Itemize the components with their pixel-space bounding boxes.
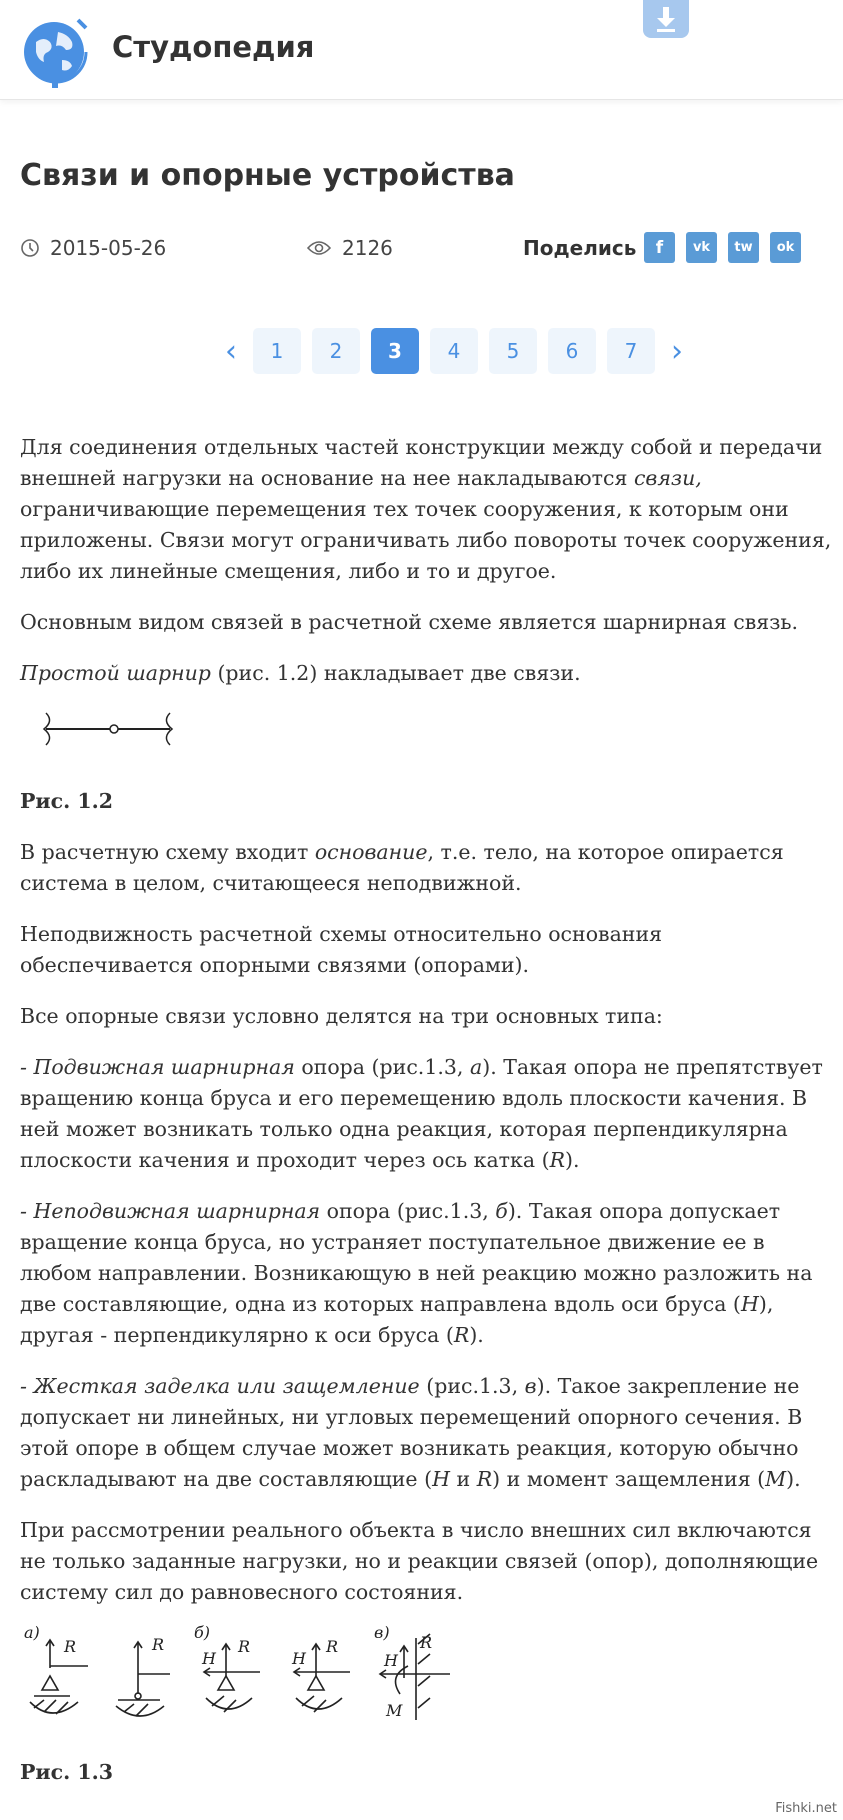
page-7[interactable]: 7 [607, 328, 655, 374]
share-icons [644, 232, 801, 263]
odnoklassniki-icon[interactable]: ok [770, 232, 801, 263]
clock-icon [20, 238, 40, 258]
page-2[interactable]: 2 [312, 328, 360, 374]
svg-text:R: R [152, 1635, 165, 1654]
page-5[interactable]: 5 [489, 328, 537, 374]
paragraph: - Подвижная шарнирная опора (рис.1.3, а). Такая опора не препятствует вращению конца бруса и его перемещению вдоль плоскости качения. В ней может возникать только одна реакция, которая перпендикулярна плоскости качения и проходит через ось катка (R). [20, 1055, 823, 1172]
date-text: 2015-05-26 [50, 236, 167, 260]
facebook-icon[interactable]: f [644, 232, 675, 263]
chevron-right-icon[interactable]: › [671, 333, 683, 369]
page-4[interactable]: 4 [430, 328, 478, 374]
eye-icon [306, 239, 332, 257]
svg-text:R: R [238, 1637, 251, 1656]
pagination [220, 328, 688, 374]
svg-text:H: H [384, 1651, 398, 1670]
vk-icon[interactable]: vk [686, 232, 717, 263]
globe-icon[interactable] [18, 12, 94, 88]
fig-label-v: в) [374, 1624, 390, 1642]
meta-date [20, 236, 166, 260]
fig-label-a: а) [24, 1624, 40, 1642]
chevron-left-icon[interactable]: ‹ [225, 333, 237, 369]
paragraph: При рассмотрении реального объекта в число внешних сил включаются не только заданные нагрузки, но и реакции связей (опор), дополняющие систему сил до равновесного состояния. [20, 1518, 819, 1604]
views-count: 2126 [342, 236, 393, 260]
svg-text:R: R [64, 1637, 77, 1656]
page-1[interactable]: 1 [253, 328, 301, 374]
paragraph: - Неподвижная шарнирная опора (рис.1.3, б). Такая опора допускает вращение конца бруса, но устраняет поступательное движение ее в любом направлении. Возникающую в ней реакцию можно разложить на две составляющие, одна из которых направлена вдоль оси бруса (H), другая - перпендикулярно к оси бруса (R). [20, 1199, 813, 1347]
fig-label-b: б) [194, 1624, 211, 1642]
site-header [0, 0, 843, 100]
paragraph: Все опорные связи условно делятся на три основных типа: [20, 1004, 663, 1028]
svg-text:M: M [386, 1701, 403, 1720]
page-6[interactable]: 6 [548, 328, 596, 374]
article-body [20, 432, 832, 1808]
paragraph: Простой шарнир (рис. 1.2) накладывает две связи. [20, 661, 581, 685]
svg-text:H: H [202, 1649, 216, 1668]
figure-caption: Рис. 1.2 [20, 789, 114, 813]
share-label: Поделись [523, 236, 637, 260]
hinge-figure [20, 703, 180, 759]
watermark: Fishki.net [775, 1801, 837, 1816]
paragraph: Основным видом связей в расчетной схеме является шарнирная связь. [20, 610, 799, 634]
meta-row [20, 232, 825, 268]
svg-text:H: H [292, 1649, 306, 1668]
supports-figure [20, 1624, 480, 1734]
svg-text:R: R [326, 1637, 339, 1656]
paragraph: - Жесткая заделка или защемление (рис.1.3, в). Такое закрепление не допускает ни линейных, ни угловых перемещений опорного сечения. В этой опоре в общем случае может возникать реакция, которую обычно раскладывают на две составляющие (H и R) и момент защемления (M). [20, 1374, 803, 1491]
paragraph: Неподвижность расчетной схемы относительно основания обеспечивается опорными связями (опорами). [20, 922, 663, 977]
download-button[interactable] [643, 0, 689, 38]
svg-text:R: R [420, 1633, 433, 1652]
paragraph: В расчетную схему входит основание, т.е. тело, на которое опирается система в целом, считающееся неподвижной. [20, 840, 784, 895]
twitter-icon[interactable]: tw [728, 232, 759, 263]
page-3-current[interactable]: 3 [371, 328, 419, 374]
download-icon [654, 5, 678, 33]
paragraph: Для соединения отдельных частей конструкции между собой и передачи внешней нагрузки на основание на нее накладываются связи, ограничивающие перемещения тех точек сооружения, к которым они приложены. Связи могут ограничивать либо повороты точек сооружения, либо их линейные смещения, либо и то и другое. [20, 435, 832, 583]
page-title: Связи и опорные устройства [20, 158, 515, 193]
site-title[interactable]: Студопедия [112, 30, 315, 64]
meta-views [306, 236, 393, 260]
figure-caption: Рис. 1.3 [20, 1760, 114, 1784]
